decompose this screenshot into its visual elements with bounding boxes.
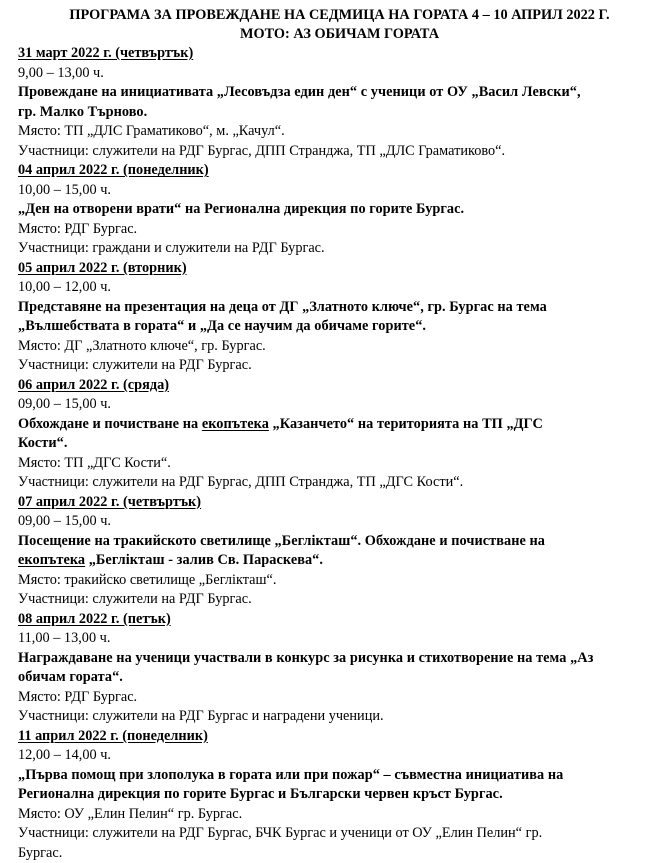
event-place: Място: тракийско светилище „Беглікташ“. [18,571,661,591]
title-line-2: МОТО: АЗ ОБИЧАМ ГОРАТА [18,25,661,44]
event-date-text: 04 април 2022 г. (понеделник) [18,162,209,178]
event-participants: Участници: служители на РДГ Бургас. [18,590,661,610]
event-description-cont: гр. Малко Търново. [18,103,661,123]
event-description: Провеждане на инициативата „Лесовъдза един ден“ с ученици от ОУ „Васил Левски“, [18,83,661,103]
event-date [18,161,661,181]
title-line-1: ПРОГРАМА ЗА ПРОВЕЖДАНЕ НА СЕДМИЦА НА ГОРАТА 4 – 10 АПРИЛ 2022 Г. [18,6,661,25]
event-date-text: 05 април 2022 г. (вторник) [18,260,187,276]
event-place: Място: ТП „ДГС Кости“. [18,454,661,474]
event-time: 12,00 – 14,00 ч. [18,746,661,766]
event-date-text: 07 април 2022 г. (четвъртък) [18,494,201,510]
event-date [18,610,661,630]
event-date [18,727,661,747]
event-description: „Първа помощ при злополука в гората или при пожар“ – съвместна инициатива на [18,766,661,786]
event-place: Място: РДГ Бургас. [18,220,661,240]
event-place: Място: РДГ Бургас. [18,688,661,708]
event-description [18,415,661,435]
event-description: „Ден на отворени врати“ на Регионална дирекция по горите Бургас. [18,200,661,220]
event-description-cont: Регионална дирекция по горите Бургас и Български червен кръст Бургас. [18,785,661,805]
event-time: 9,00 – 13,00 ч. [18,64,661,84]
event-description-cont [18,551,661,571]
event-date [18,376,661,396]
event-2 [18,161,661,259]
event-time: 09,00 – 15,00 ч. [18,395,661,415]
event-7 [18,727,661,863]
eco-trail-word: екопътека [202,416,269,432]
event-description: Представяне на презентация на деца от ДГ „Златното ключе“, гр. Бургас на тема [18,298,661,318]
event-4 [18,376,661,493]
event-time: 10,00 – 15,00 ч. [18,181,661,201]
event-description-cont: „Вълшебствата в гората“ и „Да се научим да обичаме горите“. [18,317,661,337]
event-participants: Участници: служители на РДГ Бургас. [18,356,661,376]
event-participants: Участници: служители на РДГ Бургас, ДПП Странджа, ТП „ДГС Кости“. [18,473,661,493]
eco-trail-word: екопътека [18,552,85,568]
event-1 [18,44,661,161]
event-time: 11,00 – 13,00 ч. [18,629,661,649]
event-6 [18,610,661,727]
event-place: Място: ТП „ДЛС Граматиково“, м. „Качул“. [18,122,661,142]
event-participants: Участници: служители на РДГ Бургас, БЧК Бургас и ученици от ОУ „Елин Пелин“ гр. [18,824,661,844]
event-time: 09,00 – 15,00 ч. [18,512,661,532]
event-date [18,259,661,279]
event-date [18,44,661,64]
event-date [18,493,661,513]
event-place: Място: ДГ „Златното ключе“, гр. Бургас. [18,337,661,357]
event-date-text: 31 март 2022 г. (четвъртък) [18,45,193,61]
event-participants: Участници: граждани и служители на РДГ Бургас. [18,239,661,259]
event-participants: Участници: служители на РДГ Бургас, ДПП Странджа, ТП „ДЛС Граматиково“. [18,142,661,162]
event-date-text: 06 април 2022 г. (сряда) [18,377,169,393]
event-description-cont: Кости“. [18,434,661,454]
event-description: Награждаване на ученици участвали в конкурс за рисунка и стихотворение на тема „Аз [18,649,661,669]
event-description-cont: обичам гората“. [18,668,661,688]
event-place: Място: ОУ „Елин Пелин“ гр. Бургас. [18,805,661,825]
event-description-pre: Обхождане и почистване на [18,416,202,432]
event-date-text: 08 април 2022 г. (петък) [18,611,171,627]
document-title [18,6,661,44]
event-time: 10,00 – 12,00 ч. [18,278,661,298]
event-participants: Участници: служители на РДГ Бургас и наградени ученици. [18,707,661,727]
event-5 [18,493,661,610]
event-3 [18,259,661,376]
event-description-post: „Казанчето“ на територията на ТП „ДГС [269,416,543,432]
event-date-text: 11 април 2022 г. (понеделник) [18,728,208,744]
event-description: Посещение на тракийското светилище „Беглікташ“. Обхождане и почистване на [18,532,661,552]
event-participants-cont: Бургас. [18,844,661,863]
event-description-post: „Беглікташ - залив Св. Параскева“. [85,552,323,568]
